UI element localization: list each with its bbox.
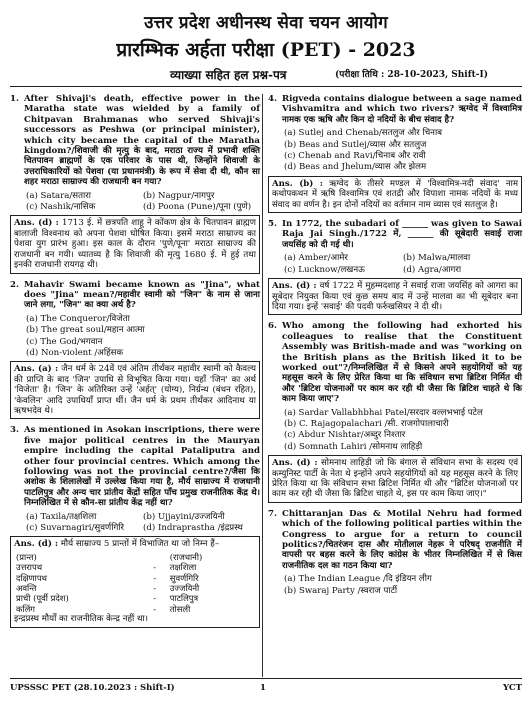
answer-text: मौर्य साम्राज्य 5 प्रान्तों में विभाजित था जो निम्न हैं–	[60, 539, 220, 550]
option-b: (b) C. Rajagopalachari /सी. राजगोपालाचारी	[284, 418, 449, 429]
option-d: (d) Somnath Lahiri /सोमनाथ लाहिड़ी	[284, 441, 423, 452]
question-number: 1.	[10, 94, 19, 104]
option-c: (c) Suvarnagiri/सुवर्णगिरि	[26, 523, 125, 534]
cell-dash: -	[153, 572, 157, 583]
answer-text: वर्ष 1722 में मुहम्मदशाह ने सवाई राजा जयसिंह को आगरा का सूबेदार नियुक्त किया एवं कुछ समय बाद में उन्हें मालवा का भी सूबेदार बना दिया गया। इन्हें 'सवाई' की पदवी फर्रुखसियर ने दी थी।	[272, 281, 518, 312]
cell-capital: तक्षशिला	[169, 562, 197, 573]
options-row	[10, 523, 260, 533]
answer-tail: इन्द्रप्रस्थ मौर्यों का राजनीतिक केन्द्र नहीं था।	[14, 614, 148, 625]
option-b: (b) The great soul/महान आत्मा	[26, 325, 145, 336]
option-c: (c) The God/भगवान	[26, 336, 103, 347]
answer-label: Ans. (d) :	[14, 539, 59, 550]
question-7	[268, 509, 522, 571]
question-number: 4.	[268, 94, 277, 104]
header-rule	[10, 86, 522, 87]
answer-text: जैन धर्म के 24वें एवं अंतिम तीर्थंकर महावीर स्वामी को कैवल्य की प्राप्ति के बाद 'जिन' उपाधि से विभूषित किया गया। यहाँ 'जिन' का अर्थ 'विजेता' है। 'जिन' के अतिरिक्त उन्हें 'अर्हत्' (योग्य), निर्ग्रन्थ (बंधन रहित), 'केवलिन' आदि उपाधियाँ प्राप्त थीं। जैन धर्म के प्रथम तीर्थंकर आदिनाथ या ऋषभदेव थे।	[14, 364, 256, 416]
answer-box	[10, 536, 260, 627]
cell-capital: पाटलिपुत्र	[169, 593, 199, 604]
footer-exam-label: UPSSSC PET (28.10.2023 : Shift-I)	[10, 683, 175, 693]
question-text: Chittaranjan Das & Motilal Nehru had formed which of the following political parties within the Congress to argue for a return to council politics?/चितरंजन दास और मोतीलाल नेहरू ने परिषद् राजनीति में वापसी पर बहस करने के लिए कांग्रेस के भीतर निम्नलिखित में से किस राजनीतिक दल का गठन किया था?	[282, 508, 522, 571]
cell-capital: उज्जयिनी	[169, 583, 200, 594]
answer-label: Ans. (d) :	[14, 218, 59, 229]
question-text: In 1772, the subadari of ______ was given to Sawai Raja Jai Singh./1722 में, ______ की सूबेदारी सवाई राजा जयसिंह को दी गई थी।	[282, 219, 522, 250]
column-header: (प्रान्त)	[16, 551, 37, 562]
question-text: Mahavir Swami became known as "Jina", what does "Jina" mean?/महावीर स्वामी को "जिन" के नाम से जाना जाने लगा, "जिन" का क्या अर्थ है?	[24, 279, 260, 311]
cell-dash: -	[153, 593, 157, 604]
cell-capital: तोसली	[169, 603, 191, 614]
exam-title: प्रारम्भिक अर्हता परीक्षा (PET) - 2023	[116, 39, 416, 61]
column-header: (राजधानी)	[169, 551, 203, 562]
question-2	[10, 280, 260, 311]
exam-date: (परीक्षा तिथि : 28-10-2023, Shift-I)	[335, 70, 488, 80]
option-b: (b) Ujjayini/उज्जयिनी	[143, 511, 225, 522]
question-text: As mentioned in Asokan inscriptions, there were five major political centres in the Mauryan empire including the capital Pataliputra and other four provincial centres. Which among the following was not the provincial centre?/जैसा कि अशोक के शिलालेखों में उल्लेख किया गया है, मौर्य साम्राज्य में राजधानी पाटलिपुत्र और अन्य चार प्रांतीय केंद्रों सहित पाँच प्रमुख राजनीतिक केंद्र थे। निम्नलिखित में से कौन-सा प्रांतीय केंद्र नहीं था?	[24, 425, 260, 509]
question-5	[268, 219, 522, 250]
page-number: 1	[260, 683, 266, 693]
footer-rule	[10, 678, 522, 679]
option-a: (a) Satara/सतारा	[26, 190, 91, 201]
cell-capital: सुवर्णगिरि	[169, 572, 199, 583]
answer-label: Ans. (d) :	[272, 458, 318, 469]
question-3	[10, 425, 260, 508]
option-b: (b) Swaraj Party /स्वराज पार्टी	[284, 585, 398, 596]
answer-label: Ans. (b) :	[272, 178, 323, 189]
option-d: (d) Indraprastha /इंद्रप्रस्थ	[143, 523, 243, 534]
option-c: (c) Abdur Nishtar/अब्दुर निश्तार	[284, 430, 406, 441]
question-number: 6.	[268, 321, 277, 332]
answer-label: Ans. (a) :	[14, 364, 59, 375]
cell-province: प्राची (पूर्वी प्रदेश)	[16, 593, 69, 604]
column-divider	[262, 94, 263, 677]
publisher-mark: YCT	[502, 683, 522, 693]
option-a: (a) Sardar Vallabhbhai Patel/सरदार वल्लभभाई पटेल	[284, 407, 483, 418]
options-row	[268, 265, 522, 275]
table-row	[14, 583, 256, 593]
answer-box	[268, 278, 522, 315]
option-c: (c) Lucknow/लखनऊ	[284, 264, 365, 275]
answer-box	[10, 215, 260, 273]
table-row	[14, 593, 256, 603]
question-4	[268, 94, 522, 125]
question-number: 7.	[268, 508, 277, 519]
option-c: (c) Chenab and Ravi/चिनाब और रावी	[284, 151, 426, 162]
option-b: (b) Malwa/मालवा	[403, 253, 471, 264]
question-number: 3.	[10, 425, 19, 436]
left-column	[10, 94, 260, 634]
cell-province: कलिंग	[16, 603, 35, 614]
cell-dash: -	[153, 583, 157, 594]
options-row	[10, 202, 260, 212]
answer-text: सोमनाथ लाहिड़ी जो कि बंगाल से संविधान सभा के सदस्य एवं कम्युनिस्ट पार्टी के नेता थे इन्होंने अपने सहयोगियों को यह महसूस करने के लिए प्रेरित किया था कि संविधान सभा ब्रिटिश निर्मित थी और "ब्रिटिश योजनाओं पर काम कर रही थी जैसा कि ब्रिटिश चाहते थे, इस पर काम किया जाए।"	[272, 458, 518, 500]
question-6	[268, 321, 522, 404]
option-a: (a) The Indian League /दि इंडियन लीग	[284, 574, 432, 585]
cell-dash: -	[153, 562, 157, 573]
answer-text: ऋग्वेद के तीसरे मण्डल में 'विश्वामित्र-नदी संवाद' नाम कथोपकथन में ऋषि विश्वामित्र एवं शतद्री और विपाशा नामक नदियों के मध्य संवाद का वर्णन है। इन दोनों नदियों का वर्तमान नाम व्यास एवं सतलुज है।	[272, 178, 518, 210]
option-a: (a) The Conqueror/विजेता	[26, 313, 130, 324]
option-d: (d) Agra/आगरा	[403, 264, 462, 275]
question-text: Rigveda contains dialogue between a sage named Vishvamitra and which two rivers? ऋग्वेद में विश्वामित्र नामक एक ऋषि और किन दो नदियों के बीच संवाद है?	[282, 94, 522, 125]
answer-box	[268, 176, 522, 213]
question-number: 5.	[268, 219, 277, 230]
cell-province: अवन्ति	[16, 583, 37, 594]
answer-text: 1713 ई. में छत्रपति शाहू ने कोंकण क्षेत्र के चितपावन ब्राह्मण बालाजी विश्वनाथ को अपना पेशवा घोषित किया। इसमें मराठा साम्राज्य का पेशवा युग प्रारंभ हुआ। इस काल के दौरान 'पुणे/पूना' मराठा साम्राज्य की राजधानी बन गयी। ध्यातव्य है कि शिवाजी की मृत्यु 1680 ई. में हुई तथा इनकी राजधानी रायगढ़ थी।	[14, 218, 257, 271]
table-row	[14, 562, 256, 572]
table-row	[14, 604, 256, 614]
option-a: (a) Taxila/तक्षशिला	[26, 511, 97, 522]
document-subtitle: व्याख्या सहित हल प्रश्न-पत्र	[170, 68, 287, 82]
option-d: (d) Non-violent /अहिंसक	[26, 347, 124, 358]
answer-box	[10, 361, 260, 419]
cell-dash: -	[153, 603, 157, 614]
option-b: (b) Nagpur/नागपुर	[143, 190, 215, 201]
question-number: 2.	[10, 279, 19, 290]
right-column	[268, 94, 522, 597]
question-1	[10, 94, 260, 188]
option-c: (c) Nashik/नासिक	[26, 202, 96, 213]
options-row	[10, 191, 260, 201]
question-text: After Shivaji's death, effective power in the Maratha state was wielded by a family of Chitpavan Brahmanas who served Shivaji's successors as Peshwa (or principal minister), which city became the capital of the Maratha kingdom?/शिवाजी की मृत्यु के बाद, मराठा राज्य में प्रभावी शक्ति चितपावन ब्राह्मणों के एक परिवार के पास थी, जिन्होंने शिवाजी के उत्तराधिकारियों को पेशवा (या प्रधानमंत्री) के रूप में सेवा दी थी, कौन सा शहर मराठा साम्राज्य की राजधानी बन गया?	[24, 94, 260, 188]
option-a: (a) Amber/आमेर	[284, 253, 348, 264]
option-a: (a) Sutlej and Chenab/सतलुज और चिनाब	[284, 128, 443, 139]
option-d: (d) Beas and Jhelum/व्यास और झेलम	[284, 162, 427, 173]
table-row	[14, 573, 256, 583]
option-b: (b) Beas and Sutlej/व्यास और सतलुज	[284, 139, 427, 150]
cell-province: दक्षिणापथ	[16, 572, 47, 583]
options-row	[10, 512, 260, 522]
organization-title: उत्तर प्रदेश अधीनस्थ सेवा चयन आयोग	[144, 13, 388, 33]
answer-label: Ans. (d) :	[272, 281, 317, 292]
option-d: (d) Poona (Pune)/पूना (पुणे)	[143, 202, 252, 213]
province-table	[14, 552, 256, 614]
answer-box	[268, 455, 522, 503]
question-text: Who among the following had exhorted his colleagues to realise that the Constituent Assembly was British-made and was "working on the British plans as the British liked it to be worked out"?/निम्नलिखित में से किसने अपने सहयोगियों को यह महसूस करने के लिए प्रेरित किया था कि संविधान सभा ब्रिटिश निर्मित थी और 'ब्रिटिश योजनाओं पर काम कर रही थी जैसा कि ब्रिटिश चाहते थे कि काम किया जाए'?	[282, 321, 522, 405]
table-header	[14, 552, 256, 562]
cell-province: उत्तरापथ	[16, 562, 43, 573]
options-row	[268, 253, 522, 263]
